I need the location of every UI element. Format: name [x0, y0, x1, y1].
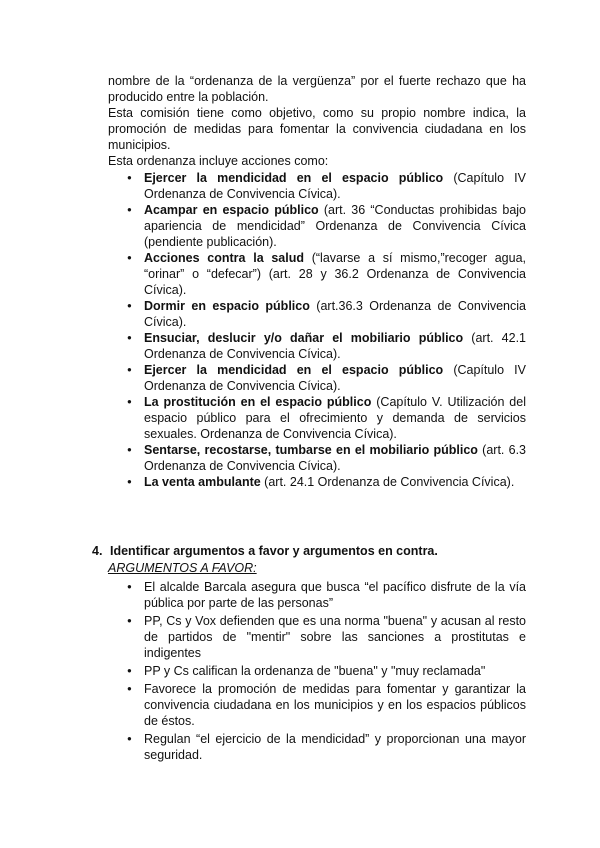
list-item	[108, 170, 526, 202]
arguments-for-heading: ARGUMENTOS A FAVOR:	[108, 561, 257, 575]
intro-paragraph-2: Esta comisión tiene como objetivo, como su propio nombre indica, la promoción de medidas para fomentar la convivencia ciudadana en los municipios.	[108, 106, 526, 152]
list-item	[108, 202, 526, 250]
list-item	[108, 442, 526, 474]
arguments-for-list	[92, 579, 526, 763]
item-text: (“lavarse a sí mismo,”recoger agua, “orinar” o “defecar”) (art. 28 y 36.2 Ordenanza de Convivencia Cívica).	[144, 251, 526, 297]
list-item: ● PP y Cs califican la ordenanza de "buena" y "muy reclamada"	[92, 663, 526, 679]
intro-paragraph-3: Esta ordenanza incluye acciones como:	[108, 154, 329, 168]
item-bold: Ejercer la mendicidad en el espacio público	[144, 171, 444, 185]
item-text: (art. 6.3 Ordenanza de Convivencia Cívica).	[144, 443, 527, 473]
item-text: (art.36.3 Ordenanza de Convivencia Cívica).	[144, 299, 526, 329]
item-text: (Capítulo IV Ordenanza de Convivencia Cívica).	[144, 363, 526, 393]
intro-paragraph-1: nombre de la “ordenanza de la vergüenza” por el fuerte rechazo que ha producido entre la población.	[108, 74, 526, 104]
actions-list	[108, 170, 526, 490]
item-bold: Ejercer la mendicidad en el espacio público	[144, 363, 444, 377]
item-bold: Dormir en espacio público	[144, 299, 310, 313]
list-item: ● Regulan “el ejercicio de la mendicidad” y proporcionan una mayor seguridad.	[92, 731, 526, 763]
item-text: (Capítulo V. Utilización del espacio público para el ofrecimiento y demanda de servicios sexuales. Ordenanza de Convivencia Cívica).	[144, 395, 526, 441]
item-text: (art. 24.1 Ordenanza de Convivencia Cívica).	[260, 475, 515, 489]
list-item	[108, 298, 526, 330]
item-bold: Ensuciar, deslucir y/o dañar el mobiliario público	[144, 331, 464, 345]
intro-text	[108, 73, 526, 169]
list-item	[108, 250, 526, 298]
item-bold: Acampar en espacio público	[144, 203, 319, 217]
item-bold: Acciones contra la salud	[144, 251, 305, 265]
section-number: 4.	[92, 544, 103, 558]
section-heading	[92, 543, 526, 559]
item-bold: La prostitución en el espacio público	[144, 395, 372, 409]
list-item	[108, 330, 526, 362]
list-item	[108, 362, 526, 394]
section-title: Identificar argumentos a favor y argumentos en contra.	[110, 544, 438, 558]
item-bold: Sentarse, recostarse, tumbarse en el mobiliario público	[144, 443, 478, 457]
item-text: (art. 42.1 Ordenanza de Convivencia Cívica).	[144, 331, 526, 361]
list-item	[108, 394, 526, 442]
section-4	[92, 543, 526, 765]
list-item: ● El alcalde Barcala asegura que busca “el pacífico disfrute de la vía pública por parte de las personas”	[92, 579, 526, 611]
list-item	[108, 474, 526, 490]
item-text: (art. 36 “Conductas prohibidas bajo apariencia de mendicidad” Ordenanza de Convivencia Cívica (pendiente publicación).	[144, 203, 526, 249]
item-bold: La venta ambulante	[144, 475, 261, 489]
list-item: ● PP, Cs y Vox defienden que es una norma "buena" y acusan al resto de partidos de "mentir" sobre las sanciones a prostitutas e indigentes	[92, 613, 526, 661]
item-text: (Capítulo IV Ordenanza de Convivencia Cívica).	[144, 171, 526, 201]
list-item: ● Favorece la promoción de medidas para fomentar y garantizar la convivencia ciudadana en los municipios y en los espacios públicos de éstos.	[92, 681, 526, 729]
